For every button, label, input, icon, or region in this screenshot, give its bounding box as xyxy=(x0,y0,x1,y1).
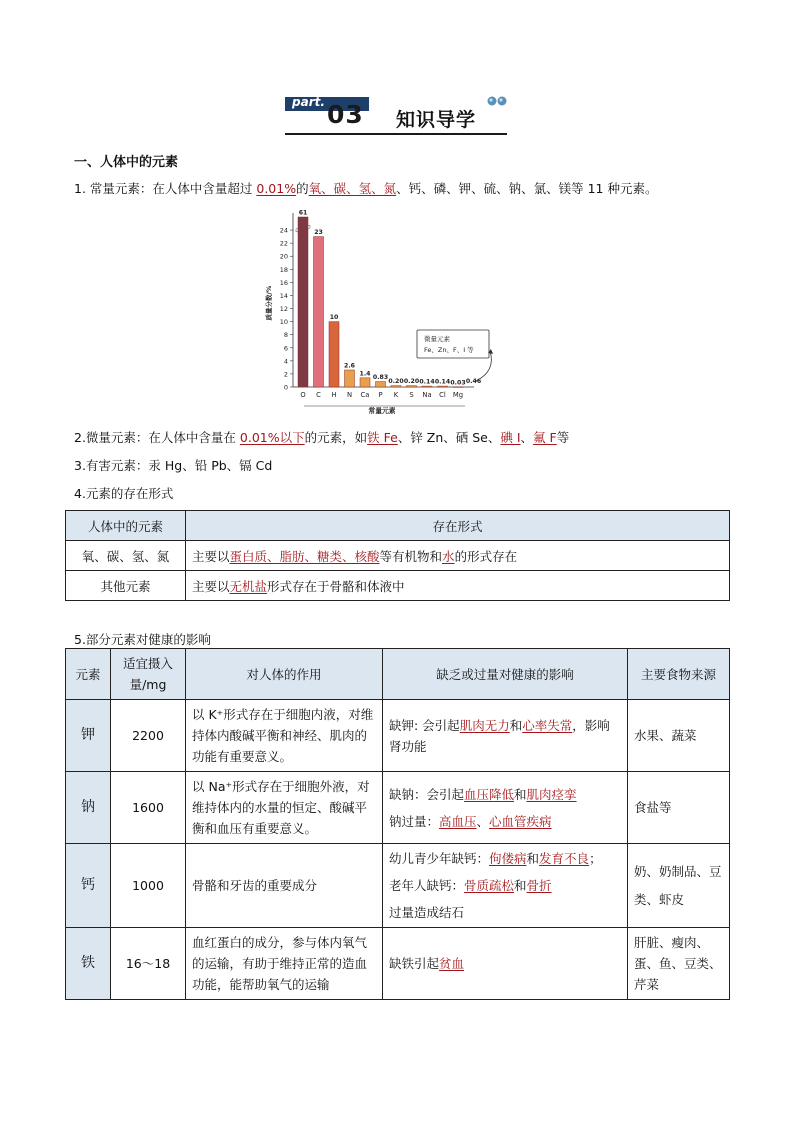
section-banner xyxy=(285,95,509,137)
item-1 xyxy=(74,179,657,197)
table-row xyxy=(66,571,730,601)
bar-K xyxy=(391,386,401,387)
cell-text: ； xyxy=(589,851,602,866)
y-tick-label: 18 xyxy=(279,265,288,274)
cell-underlined: 心血管疾病 xyxy=(489,813,552,829)
effect-line xyxy=(389,848,621,869)
bar-O xyxy=(298,217,308,387)
y-tick-label: 16 xyxy=(279,278,288,287)
y-tick-label: 24 xyxy=(279,226,288,235)
element-cell: 钠 xyxy=(66,772,111,844)
cell-underlined: 发育不良 xyxy=(539,851,590,866)
data-label: 61 xyxy=(298,209,308,217)
item-2-i: 碘 I xyxy=(500,430,521,445)
data-label: 2.6 xyxy=(344,362,355,370)
role-cell: 以 K⁺形式存在于细胞内液，对维持体内酸碱平衡和神经、肌肉的功能有重要意义。 xyxy=(186,700,383,772)
cell-underlined: 贫血 xyxy=(439,956,465,971)
effect-cell xyxy=(383,700,628,772)
decorative-dots-icon xyxy=(487,95,509,107)
data-label: 0.03 xyxy=(450,379,466,387)
effect-line: 过量造成结石 xyxy=(389,905,465,920)
item-2-f: 氟 F xyxy=(533,430,557,445)
annotation-line: Fe、Zn、F、I 等 xyxy=(424,346,474,354)
cell-text: 缺钠：会引起 xyxy=(389,786,465,802)
table-cell: 其他元素 xyxy=(66,571,186,601)
existence-form-table xyxy=(65,510,730,601)
part-number: 03 xyxy=(327,100,364,129)
category-label: C xyxy=(316,391,321,399)
x-axis-title: 常量元素 xyxy=(368,407,396,415)
bar-H xyxy=(329,322,339,387)
category-label: Na xyxy=(422,391,432,399)
effect-line xyxy=(389,811,621,832)
cell-underlined: 佝偻病 xyxy=(489,851,527,866)
cell-underlined: 无机盐 xyxy=(229,578,268,594)
data-label: 0.20 xyxy=(388,378,404,386)
data-label: 0.14 xyxy=(419,378,435,386)
element-cell: 铁 xyxy=(66,928,111,1000)
item-5: 5.部分元素对健康的影响 xyxy=(74,632,211,647)
amount-cell: 1600 xyxy=(111,772,186,844)
table-cell xyxy=(186,571,730,601)
y-tick-label: 8 xyxy=(283,331,288,340)
item-1-mid: 的 xyxy=(296,181,309,196)
y-axis-title: 质量分数/% xyxy=(265,285,273,321)
item-1-prefix: 1. 常量元素：在人体中含量超过 xyxy=(74,181,257,196)
bar-Mg xyxy=(453,387,463,388)
food-cell: 肝脏、瘦肉、蛋、鱼、豆类、芹菜 xyxy=(628,928,730,1000)
health-effects-table xyxy=(65,648,730,1000)
cell-underlined: 血压降低 xyxy=(464,786,515,802)
element-content-chart xyxy=(262,203,502,418)
item-1-suffix: 、钙、磷、钾、硫、钠、氯、镁等 11 种元素。 xyxy=(396,181,658,196)
page-title: 知识导学 xyxy=(396,109,477,131)
y-tick-label: 12 xyxy=(279,305,288,314)
y-tick-label: 0 xyxy=(283,383,288,392)
cell-text: ，影响肾功能 xyxy=(389,717,610,754)
category-label: O xyxy=(300,391,306,399)
category-label: Cl xyxy=(439,391,446,399)
table-header: 适宜摄入量/mg xyxy=(111,649,186,700)
data-label: 0.83 xyxy=(372,374,389,382)
item-2-fe: 铁 Fe xyxy=(367,430,398,445)
cell-underlined: 蛋白质、脂肪、糖类、核酸 xyxy=(229,548,380,564)
table-row xyxy=(66,844,730,928)
table-cell xyxy=(186,541,730,571)
data-label: 23 xyxy=(314,229,323,237)
food-cell: 水果、蔬菜 xyxy=(628,700,730,772)
cell-text: 主要以 xyxy=(192,548,230,564)
item-2-prefix: 2.微量元素：在人体中含量在 xyxy=(74,430,240,445)
cell-text: 形式存在于骨骼和体液中 xyxy=(267,578,405,594)
table-header: 对人体的作用 xyxy=(186,649,383,700)
cell-underlined: 骨质疏松 xyxy=(464,878,515,893)
cell-text: 的形式存在 xyxy=(454,548,518,564)
table-cell: 氧、碳、氢、氮 xyxy=(66,541,186,571)
item-1-elements: 氧、碳、氢、氮 xyxy=(308,181,397,196)
bar-Na xyxy=(422,386,432,387)
cell-text: 主要以 xyxy=(192,578,230,594)
bar-S xyxy=(407,386,417,387)
item-2-sep: 、 xyxy=(520,430,534,445)
data-label: 0.20 xyxy=(403,378,420,386)
item-4: 4.元素的存在形式 xyxy=(74,486,174,501)
cell-underlined: 水 xyxy=(442,548,455,564)
bar-N xyxy=(345,370,355,387)
y-tick-label: 6 xyxy=(283,344,288,353)
table-header: 存在形式 xyxy=(186,511,730,541)
cell-underlined: 心率失常 xyxy=(522,717,573,733)
cell-text: 幼儿青少年缺钙： xyxy=(389,851,490,866)
bar-Ca xyxy=(360,378,370,387)
item-2-mid2: 、锌 Zn、硒 Se、 xyxy=(397,430,501,445)
bar-P xyxy=(376,382,386,387)
cell-text: 和 xyxy=(514,878,527,893)
data-label: 1.4 xyxy=(359,370,371,378)
annotation-line: 微量元素 xyxy=(424,335,450,343)
cell-underlined: 骨折 xyxy=(526,878,552,893)
banner-underline xyxy=(285,133,507,135)
data-label: 0.14 xyxy=(434,378,451,386)
y-tick-label: 2 xyxy=(283,370,288,379)
cell-text: 老年人缺钙： xyxy=(389,878,465,893)
item-2-suffix: 等 xyxy=(556,430,570,445)
trace-total-label: 0.46 xyxy=(465,378,482,385)
cell-text: 缺钾: 会引起 xyxy=(389,717,460,733)
data-label: 10 xyxy=(329,314,339,322)
bar-C xyxy=(314,237,324,387)
category-label: P xyxy=(378,391,383,399)
y-tick-label: 14 xyxy=(279,291,288,300)
table-row xyxy=(66,541,730,571)
table-header: 人体中的元素 xyxy=(66,511,186,541)
item-2 xyxy=(74,428,569,446)
role-cell: 骨骼和牙齿的重要成分 xyxy=(186,844,383,928)
table-row xyxy=(66,700,730,772)
cell-text: 等有机物和 xyxy=(379,548,443,564)
category-label: N xyxy=(346,391,353,399)
cell-text: 和 xyxy=(509,717,523,733)
y-tick-label: 4 xyxy=(283,357,288,366)
category-label: H xyxy=(331,391,337,399)
part-label: part. xyxy=(292,95,325,109)
table-header-row xyxy=(66,649,730,700)
table-header: 缺乏或过量对健康的影响 xyxy=(383,649,628,700)
cell-underlined: 肌肉痉挛 xyxy=(526,786,577,802)
cell-text: 、 xyxy=(476,813,490,829)
table-header: 主要食物来源 xyxy=(628,649,730,700)
cell-text: 钠过量： xyxy=(389,813,440,829)
item-2-mid: 的元素，如 xyxy=(304,430,368,445)
table-header-row xyxy=(66,511,730,541)
amount-cell: 1000 xyxy=(111,844,186,928)
category-label: Ca xyxy=(360,391,370,399)
section-heading: 一、人体中的元素 xyxy=(74,155,179,170)
amount-cell: 16～18 xyxy=(111,928,186,1000)
y-tick-label: 22 xyxy=(279,239,288,248)
effect-cell xyxy=(383,844,628,928)
item-3: 3.有害元素：汞 Hg、铅 Pb、镉 Cd xyxy=(74,458,273,473)
cell-text: 和 xyxy=(526,851,540,866)
effect-cell xyxy=(383,928,628,1000)
cell-text: 和 xyxy=(514,786,527,802)
effect-line xyxy=(389,784,621,805)
y-tick-label: 20 xyxy=(279,252,288,261)
bar-Cl xyxy=(438,386,448,387)
cell-underlined: 高血压 xyxy=(439,813,477,829)
category-label: Mg xyxy=(452,391,464,399)
food-cell: 食盐等 xyxy=(628,772,730,844)
category-label: S xyxy=(409,391,414,399)
table-header: 元素 xyxy=(66,649,111,700)
item-1-pct: 0.01% xyxy=(256,181,297,196)
element-cell: 钾 xyxy=(66,700,111,772)
table-row xyxy=(66,772,730,844)
food-cell: 奶、奶制品、豆类、虾皮 xyxy=(628,844,730,928)
category-label: K xyxy=(393,391,399,399)
cell-underlined: 肌肉无力 xyxy=(459,717,510,733)
amount-cell: 2200 xyxy=(111,700,186,772)
role-cell: 血红蛋白的成分，参与体内氧气的运输，有助于维持正常的造血功能，能帮助氧气的运输 xyxy=(186,928,383,1000)
effect-cell xyxy=(383,772,628,844)
element-cell: 钙 xyxy=(66,844,111,928)
cell-text: 缺铁引起 xyxy=(389,956,440,971)
y-tick-label: 10 xyxy=(279,318,288,327)
table-row xyxy=(66,928,730,1000)
role-cell: 以 Na⁺形式存在于细胞外液，对维持体内的水量的恒定、酸碱平衡和血压有重要意义。 xyxy=(186,772,383,844)
effect-line xyxy=(389,875,621,896)
item-2-pct: 0.01%以下 xyxy=(239,430,305,445)
